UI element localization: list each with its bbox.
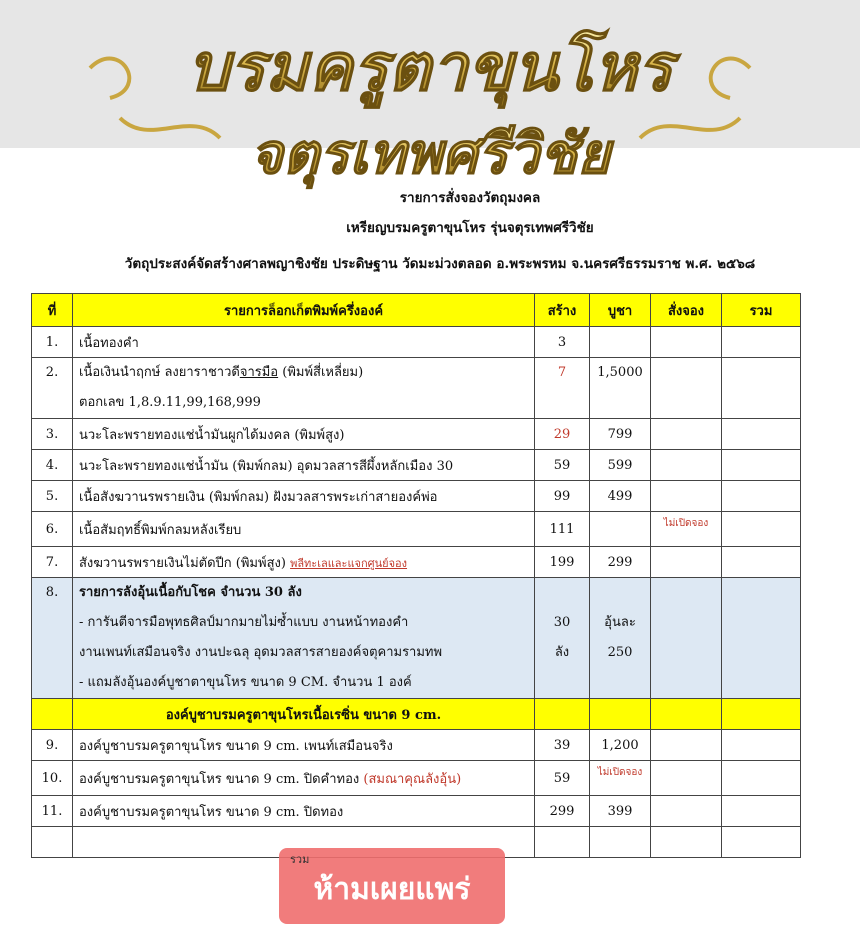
- item-text: องค์บูชาบรมครูตาขุนโหร ขนาด 9 cm. ปิดคำทอง: [79, 771, 364, 787]
- row-no: 2.: [32, 358, 73, 419]
- row-qty: 99: [535, 481, 590, 512]
- col-total: รวม: [722, 294, 801, 327]
- item-text: สังฆวานรพรายเงินไม่ตัดปีก (พิมพ์สูง): [79, 555, 291, 571]
- col-order: สั่งจอง: [651, 294, 722, 327]
- row-price-status: ไม่เปิดจอง: [590, 761, 651, 796]
- row-qty: 111: [535, 512, 590, 547]
- table-row: [32, 547, 801, 578]
- table-row: [32, 730, 801, 761]
- item-detail-2: งานเพนท์เสมือนจริง งานปะฉลุ อุดมวลสารสายองค์จตุคามรามทพ: [79, 645, 443, 660]
- title-logo: [80, 8, 780, 198]
- table-header-row: [32, 294, 801, 327]
- row-total: [722, 730, 801, 761]
- item-detail-1: - การันตีจารมือพุทธศิลป์มากมายไม่ซ้ำแบบ งานหน้าทองคำ: [79, 615, 409, 630]
- row-item: [73, 547, 535, 578]
- row-no: 3.: [32, 419, 73, 450]
- item-text: เนื้อเงินนำฤกษ์ ลงยาราชาวดี: [79, 365, 240, 380]
- logo-line2: จตุรเทพศรีวิชัย: [249, 121, 611, 187]
- table-row: [32, 761, 801, 796]
- row-qty: 3: [535, 327, 590, 358]
- header-line1: รายการสั่งจองวัตถุมงคล: [399, 190, 541, 206]
- row-order: [651, 358, 722, 419]
- row-no: 5.: [32, 481, 73, 512]
- row-item: เนื้อสังฆวานรพรายเงิน (พิมพ์กลม) ฝังมวลสารพระเก่าสายองค์พ่อ: [73, 481, 535, 512]
- item-note: (สมณาคุณลังอุ้น): [363, 771, 462, 787]
- table-row: [32, 481, 801, 512]
- row-price: อุ้นละ 250: [590, 578, 651, 699]
- row-price: 299: [590, 547, 651, 578]
- row-total: [722, 761, 801, 796]
- order-table: [31, 293, 801, 858]
- logo-line1: บรมครูตาขุนโหร: [187, 28, 673, 106]
- row-order-status: ไม่เปิดจอง: [651, 512, 722, 547]
- row-item: องค์บูชาบรมครูตาขุนโหร ขนาด 9 cm. ปิดทอง: [73, 796, 535, 827]
- header-line3: วัตถุประสงค์จัดสร้างศาลพญาชิงชัย ประดิษฐาน วัดมะม่วงตลอด อ.พระพรหม จ.นครศรีธรรมราช พ.ศ. ๒๕๖๘: [124, 256, 756, 272]
- row-order: [651, 419, 722, 450]
- row-price: 1,5000: [590, 358, 651, 419]
- row-price: [590, 327, 651, 358]
- logo-graphic: [80, 8, 780, 198]
- row-qty: 299: [535, 796, 590, 827]
- table-row: [32, 796, 801, 827]
- row-qty: 7: [535, 358, 590, 419]
- row-item: [73, 578, 535, 699]
- row-price: 399: [590, 796, 651, 827]
- row-order: [651, 578, 722, 699]
- row-order: [651, 450, 722, 481]
- table-row: [32, 327, 801, 358]
- row-no: 9.: [32, 730, 73, 761]
- table-row: [32, 512, 801, 547]
- stamp-total-label: รวม: [290, 853, 310, 866]
- row-no: 7.: [32, 547, 73, 578]
- section-title: องค์บูชาบรมครูตาขุนโหรเนื้อเรซิ่น ขนาด 9 cm.: [73, 699, 535, 730]
- row-qty: 29: [535, 419, 590, 450]
- col-item: รายการล็อกเก็ตพิมพ์ครึ่งองค์: [73, 294, 535, 327]
- row-qty: 59: [535, 450, 590, 481]
- row-total: [722, 512, 801, 547]
- item-detail-3: - แถมลังอุ้นองค์บูชาตาขุนโหร ขนาด 9 CM. จำนวน 1 องค์: [79, 675, 412, 690]
- row-item: [73, 358, 535, 419]
- row-total: [722, 578, 801, 699]
- row-no: 8.: [32, 578, 73, 699]
- row-qty: 199: [535, 547, 590, 578]
- row-no: 11.: [32, 796, 73, 827]
- row-qty: 39: [535, 730, 590, 761]
- row-total: [722, 419, 801, 450]
- table-row: [32, 358, 801, 419]
- row-order: [651, 796, 722, 827]
- row-price: 599: [590, 450, 651, 481]
- row-total: [722, 327, 801, 358]
- col-qty: สร้าง: [535, 294, 590, 327]
- row-item: นวะโละพรายทองแช่น้ำมันผูกได้มงคล (พิมพ์สูง): [73, 419, 535, 450]
- row-item: เนื้อสัมฤทธิ์พิมพ์กลมหลังเรียบ: [73, 512, 535, 547]
- row-order: [651, 761, 722, 796]
- row-item: เนื้อทองคำ: [73, 327, 535, 358]
- col-price: บูชา: [590, 294, 651, 327]
- table-row: [32, 419, 801, 450]
- row-price: 799: [590, 419, 651, 450]
- row-qty: 30 ลัง: [535, 578, 590, 699]
- row-item: นวะโละพรายทองแช่น้ำมัน (พิมพ์กลม) อุดมวลสารสีผึ้งหลักเมือง 30: [73, 450, 535, 481]
- item-note: พลีทะเลและแจกศูนย์จอง: [290, 556, 408, 570]
- row-order: [651, 730, 722, 761]
- row-qty: 59: [535, 761, 590, 796]
- item-underlined: จารมือ: [239, 365, 279, 380]
- row-no: 10.: [32, 761, 73, 796]
- row-total: [722, 358, 801, 419]
- section-row: [32, 699, 801, 730]
- row-price: [590, 512, 651, 547]
- row-order: [651, 547, 722, 578]
- row-no: 6.: [32, 512, 73, 547]
- row-total: [722, 547, 801, 578]
- row-item: องค์บูชาบรมครูตาขุนโหร ขนาด 9 cm. เพนท์เสมือนจริง: [73, 730, 535, 761]
- item-serials: ตอกเลข 1,8.9.11,99,168,999: [79, 395, 261, 410]
- table-row: [32, 450, 801, 481]
- row-total: [722, 450, 801, 481]
- table-row-lottery-box: [32, 578, 801, 699]
- row-total: [722, 481, 801, 512]
- row-order: [651, 481, 722, 512]
- item-title: รายการลังอุ้นเนื้อกับโชค จำนวน 30 ลัง: [79, 585, 302, 600]
- row-price: 499: [590, 481, 651, 512]
- row-total: [722, 796, 801, 827]
- watermark-text: ห้ามเผยแพร่: [313, 872, 471, 907]
- item-text-suffix: (พิมพ์สี่เหลี่ยม): [278, 365, 364, 380]
- row-no: 1.: [32, 327, 73, 358]
- col-no: ที่: [32, 294, 73, 327]
- header-line2: เหรียญบรมครูตาขุนโหร รุ่นจตุรเทพศรีวิชัย: [346, 220, 594, 236]
- row-item: [73, 761, 535, 796]
- row-price: 1,200: [590, 730, 651, 761]
- row-no: 4.: [32, 450, 73, 481]
- row-order: [651, 327, 722, 358]
